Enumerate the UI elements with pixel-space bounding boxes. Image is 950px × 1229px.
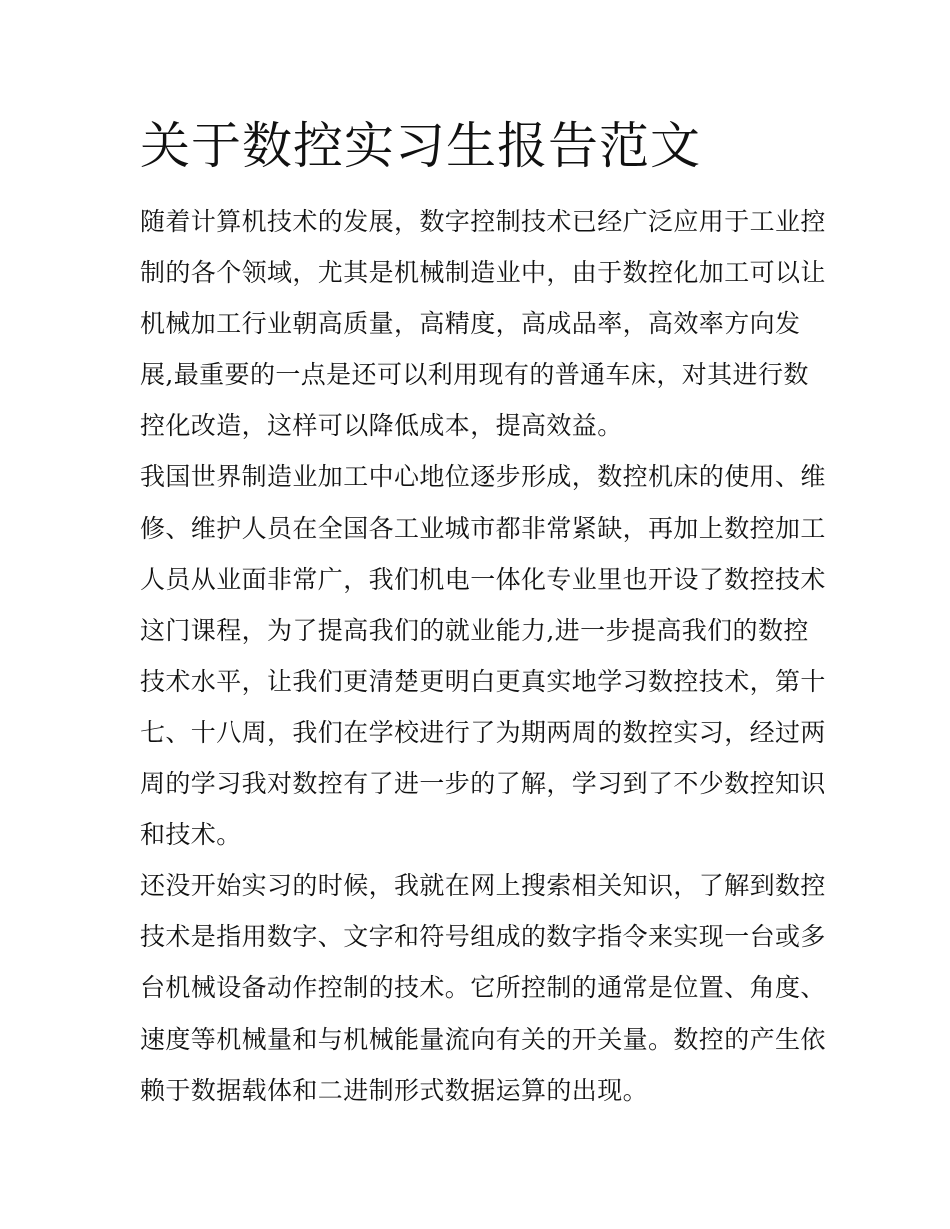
text-line: 这门课程，为了提高我们的就业能力,进一步提高我们的数控 [140, 615, 809, 645]
document-body [140, 196, 826, 1116]
paragraph-2 [140, 451, 826, 860]
paragraph-3 [140, 860, 826, 1115]
text-line: 七、十八周，我们在学校进行了为期两周的数控实习，经过两 [140, 717, 826, 747]
document-title: 关于数控实习生报告范文 [140, 117, 701, 175]
text-line: 还没开始实习的时候，我就在网上搜索相关知识，了解到数控 [140, 871, 826, 901]
text-line: 控化改造，这样可以降低成本，提高效益。 [140, 411, 623, 441]
text-line: 展,最重要的一点是还可以利用现有的普通车床，对其进行数 [140, 360, 809, 390]
text-line: 台机械设备动作控制的技术。它所控制的通常是位置、角度、 [140, 973, 826, 1003]
text-line: 和技术。 [140, 820, 242, 850]
text-line: 我国世界制造业加工中心地位逐步形成，数控机床的使用、维 [140, 462, 826, 492]
text-line: 人员从业面非常广，我们机电一体化专业里也开设了数控技术 [140, 564, 826, 594]
text-line: 技术是指用数字、文字和符号组成的数字指令来实现一台或多 [140, 922, 826, 952]
text-line: 技术水平，让我们更清楚更明白更真实地学习数控技术，第十 [140, 666, 826, 696]
text-line: 周的学习我对数控有了进一步的了解，学习到了不少数控知识 [140, 769, 826, 799]
text-line: 制的各个领域，尤其是机械制造业中，由于数控化加工可以让 [140, 258, 826, 288]
text-line: 赖于数据载体和二进制形式数据运算的出现。 [140, 1075, 649, 1105]
paragraph-1 [140, 196, 826, 451]
text-line: 机械加工行业朝高质量，高精度，高成品率，高效率方向发 [140, 309, 801, 339]
text-line: 修、维护人员在全国各工业城市都非常紧缺，再加上数控加工 [140, 513, 826, 543]
text-line: 速度等机械量和与机械能量流向有关的开关量。数控的产生依 [140, 1024, 826, 1054]
text-line: 随着计算机技术的发展，数字控制技术已经广泛应用于工业控 [140, 207, 826, 236]
